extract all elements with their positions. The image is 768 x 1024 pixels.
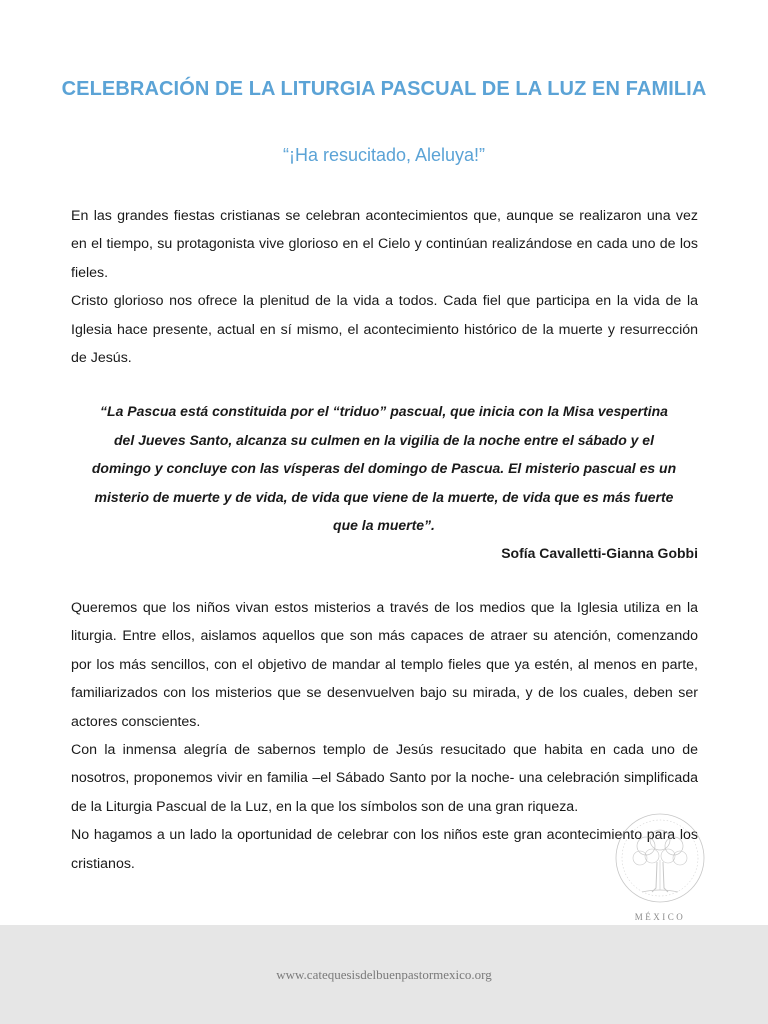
footer-website-link[interactable]: www.catequesisdelbuenpastormexico.org (276, 967, 492, 982)
document-subtitle: “¡Ha resucitado, Aleluya!” (282, 145, 486, 165)
paragraph-5: No hagamos a un lado la oportunidad de celebrar con los niños este gran acontecimiento para los cristianos. (71, 827, 698, 872)
intro-text (71, 202, 698, 372)
paragraph-3: Queremos que los niños vivan estos misterios a través de los medios que la Iglesia utiliza en la liturgia. Entre ellos, aislamos aquellos que son más capaces de atraer su atención, comenzando por los más sencillos, con el objetivo de mandar al templo fieles que ya estén, al menos en parte, familiarizados con los misterios que se desenvuelven bajo su mirada, y de los cuales, deben ser actores conscientes. (71, 600, 698, 730)
paragraph-4: Con la inmensa alegría de sabernos templo de Jesús resucitado que habita en cada uno de nosotros, proponemos vivir en familia –el Sábado Santo por la noche- una celebración simplificada de la Liturgia Pascual de la Luz, en la que los símbolos son de una gran riqueza. (71, 742, 698, 815)
quote-author: Sofía Cavalletti-Gianna Gobbi (501, 545, 698, 561)
document-title: CELEBRACIÓN DE LA LITURGIA PASCUAL DE LA LUZ EN FAMILIA (61, 78, 707, 100)
closing-text (71, 594, 698, 878)
seal-graphic (612, 810, 708, 926)
footer (0, 925, 768, 1024)
tree-seal-icon (612, 810, 708, 926)
paragraph-1: En las grandes fiestas cristianas se celebran acontecimientos que, aunque se realizaron una vez en el tiempo, su protagonista vive glorioso en el Cielo y continúan realizándose en cada uno de los fieles. (71, 208, 698, 281)
paragraph-2: Cristo glorioso nos ofrece la plenitud de la vida a todos. Cada fiel que participa en la vida de la Iglesia hace presente, actual en sí mismo, el acontecimiento histórico de la muerte y resurrección de Jesús. (71, 293, 698, 367)
seal-label: MÉXICO (634, 912, 686, 922)
quote-text: “La Pascua está constituida por el “triduo” pascual, que inicia con la Misa vespertina del Jueves Santo, alcanza su culmen en la vigilia de la noche entre el sábado y el domingo y concluye con las vísperas del domingo de Pascua. El misterio pascual es un misterio de muerte y de vida, de vida que viene de la muerte, de vida que es más fuerte que la muerte”. (91, 403, 677, 534)
